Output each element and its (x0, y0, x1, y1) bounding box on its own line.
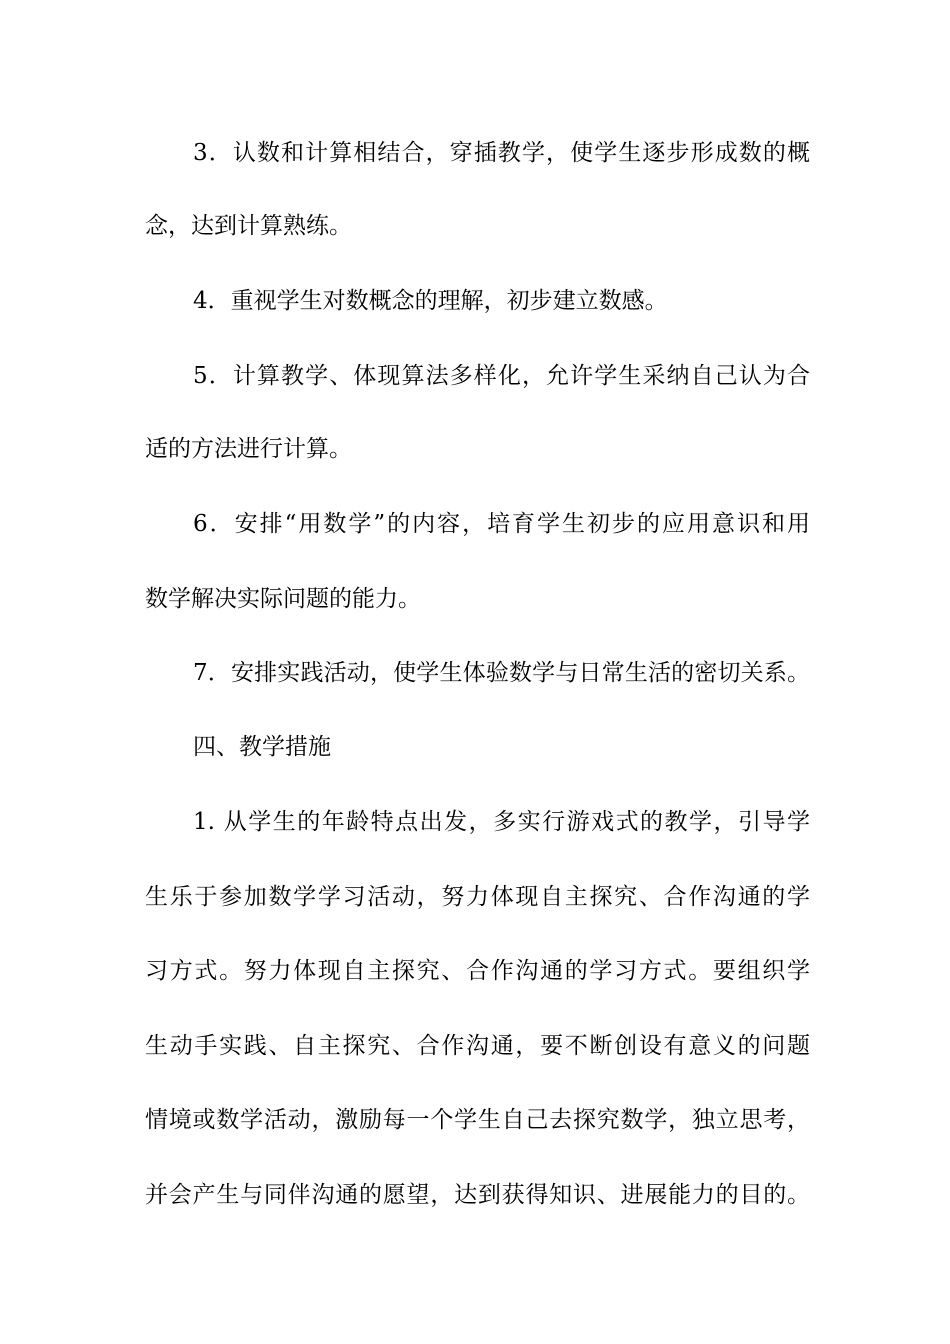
item-3-line-1: 3．认数和计算相结合，穿插教学，使学生逐步形成数的概 (193, 140, 810, 166)
item-7-line: 7．安排实践活动，使学生体验数学与日常生活的密切关系。 (193, 660, 810, 686)
measure-1-line-6: 并会产生与同伴沟通的愿望，达到获得知识、进展能力的目的。 (145, 1182, 810, 1208)
measure-1-line-5: 情境或数学活动，激励每一个学生自己去探究数学，独立思考， (145, 1107, 810, 1133)
measure-1-line-4: 生动手实践、自主探究、合作沟通，要不断创设有意义的问题 (145, 1033, 810, 1059)
item-4-line: 4．重视学生对数概念的理解，初步建立数感。 (193, 288, 668, 314)
item-3-line-2: 念，达到计算熟练。 (145, 213, 352, 239)
measure-1-line-1: 1. 从学生的年龄特点出发，多实行游戏式的教学，引导学 (193, 809, 810, 835)
item-5-line-1: 5．计算教学、体现算法多样化，允许学生采纳自己认为合 (193, 363, 810, 389)
section-heading-teaching-measures: 四、教学措施 (193, 734, 331, 760)
item-6-line-2: 数学解决实际问题的能力。 (145, 586, 421, 612)
measure-1-line-2: 生乐于参加数学学习活动，努力体现自主探究、合作沟通的学 (145, 884, 810, 910)
item-5-line-2: 适的方法进行计算。 (145, 436, 352, 462)
measure-1-line-3: 习方式。努力体现自主探究、合作沟通的学习方式。要组织学 (145, 958, 810, 984)
item-6-line-1: 6．安排“用数学”的内容，培育学生初步的应用意识和用 (193, 511, 810, 537)
